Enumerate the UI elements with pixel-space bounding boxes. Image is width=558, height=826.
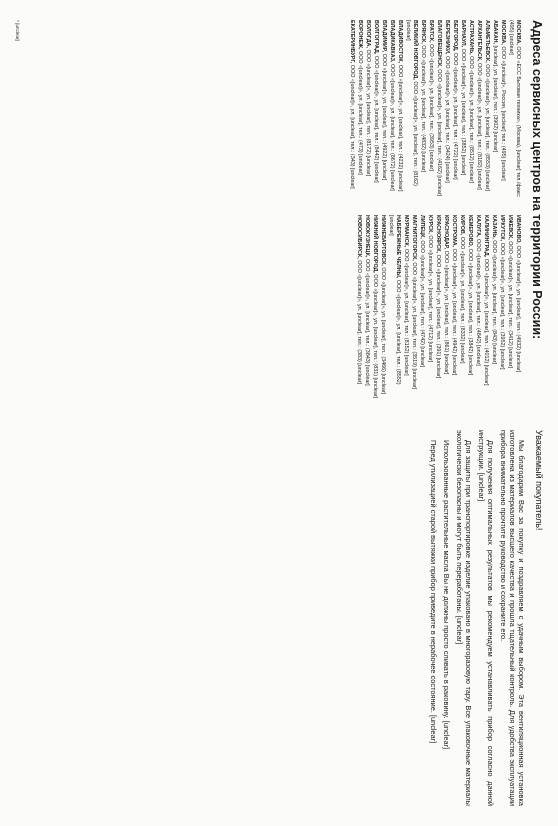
service-center-entry xyxy=(419,20,426,205)
service-center-details: ООО «[unclear]», ул. [unclear], тел.: (3466) [unclear] xyxy=(380,267,386,395)
service-center-details: ООО «[unclear]», ул. [unclear], тел.: (3952) [unclear] xyxy=(499,242,505,370)
service-center-details: ООО «[unclear]», ул. [unclear], тел.: (8512) [unclear] xyxy=(468,56,474,183)
service-centers-column xyxy=(14,20,544,400)
service-center-entry xyxy=(499,20,506,205)
service-center-details: ООО «[unclear]», ул. [unclear], тел.: (8553) [unclear] xyxy=(484,64,490,191)
service-center-details: ООО «[unclear]», ул. [unclear], тел.: (8672) [unclear] xyxy=(389,63,395,191)
service-center-entry xyxy=(443,20,450,205)
service-center-entry xyxy=(458,215,465,400)
service-center-details: ООО «[unclear]», ул. [unclear], тел.: (843) [unclear] xyxy=(491,240,497,364)
service-center-entry xyxy=(459,20,466,205)
service-center-details: ООО «[unclear]», ул. [unclear], тел.: (3412) [unclear] xyxy=(507,241,513,368)
service-center-details: ООО «[unclear]», ул. [unclear], тел.: (3843) [unclear] xyxy=(364,258,370,386)
service-center-entry xyxy=(410,215,417,400)
letter-column xyxy=(14,430,544,806)
service-center-details: ООО «[unclear]», ул. [unclear], тел.: (8182) [unclear] xyxy=(476,63,482,190)
service-center-city: МУРМАНСК, xyxy=(403,215,409,248)
service-center-details: ООО «ЕСС Бытовая техника», (Москва), [unclear] тел./факс: (495) [unclear] xyxy=(508,20,521,198)
service-center-details: ООО «[unclear]», ул. [unclear], тел.: (861) [unclear] xyxy=(443,250,449,375)
service-center-entry xyxy=(506,215,513,400)
service-center-city: БАРНАУЛ, xyxy=(460,20,466,48)
service-center-entry xyxy=(418,215,425,400)
service-center-city: ИРКУТСК, xyxy=(499,215,505,242)
service-centers-title: Адреса сервисных центров на территории России: xyxy=(530,20,544,340)
service-center-city: ВЕЛИКИЙ НОВГОРОД, xyxy=(412,20,418,80)
letter-paragraph: Использованные растительные масла Вы не должны просто сливать в раковину. [unclear] xyxy=(442,440,451,750)
service-center-details: ООО «[unclear]», ул. [unclear], тел.: (3842) [unclear] xyxy=(467,248,473,376)
service-center-entry xyxy=(427,20,434,205)
service-center-details: ООО «[unclear]», ул. [unclear], тел.: (8172) [unclear] xyxy=(365,49,371,177)
service-center-city: ВОРОНЕЖ, xyxy=(357,20,363,50)
service-center-city: БЕЛГОРОД, xyxy=(452,20,458,52)
service-center-details: ООО «[unclear]», ул. [unclear], тел.: (3852) [unclear] xyxy=(460,48,466,176)
service-center-entry xyxy=(474,215,481,400)
letter-paragraph: Мы благодарим Вас за покупку и поздравляем с удачным выбором. Эта вентиляционная установка изготовлена из материалов высшего качества и прошла тщательный контроль. Для удобства эксплуатации прибора внимательно прочтите руководство и сохраните его. xyxy=(499,430,526,806)
service-centers-list xyxy=(348,20,521,400)
service-center-entry xyxy=(402,215,409,400)
footnote: * [unclear] xyxy=(15,20,20,41)
service-center-entry xyxy=(491,20,498,205)
service-center-details: ООО «[unclear]», ул. [unclear], тел.: (4932) [unclear] xyxy=(515,245,521,373)
service-center-entry xyxy=(435,20,442,205)
service-center-entry xyxy=(483,20,490,205)
service-center-city: БРЯНСК, xyxy=(420,20,426,44)
service-center-details: ООО «[unclear]», ул. [unclear], тел.: (4162) [unclear] xyxy=(436,69,442,197)
service-center-city: НОВОСИБИРСК, xyxy=(356,215,362,259)
service-center-entry xyxy=(372,20,379,205)
service-center-details: ООО «[unclear]», ул. [unclear], тел.: (831) [unclear] xyxy=(372,274,378,399)
letter-paragraph: Для получения оптимальных результатов мы рекомендуем устанавливать прибор согласно данной инструкции. [unclear] xyxy=(477,430,495,806)
service-center-city: МОСКВА, xyxy=(515,20,521,45)
service-center-entry xyxy=(451,20,458,205)
service-center-entry xyxy=(450,215,457,400)
service-center-details: ООО «[unclear]», ул. [unclear], тел.: (473) [unclear] xyxy=(357,51,363,175)
service-center-details: ООО «[unclear]», ул. [unclear], тел.: (4842) [unclear] xyxy=(475,239,481,366)
service-center-city: КУРСК, xyxy=(427,215,433,234)
service-center-city: КЕМЕРОВО, xyxy=(467,215,473,248)
service-center-entry xyxy=(348,20,355,205)
service-center-entry xyxy=(387,215,401,400)
service-center-details: ООО «[unclear]», ул. [unclear], тел.: (4722) [unclear] xyxy=(452,52,458,180)
service-center-entry xyxy=(388,20,395,205)
service-center-city: ВЛАДИВОСТОК, xyxy=(397,20,403,64)
service-center-city: АЛЬМЕТЬЕВСК, xyxy=(484,20,490,63)
service-center-city: КАЛИНИНГРАД, xyxy=(483,215,489,258)
service-center-entry xyxy=(426,215,433,400)
service-center-city: ИЖЕВСК, xyxy=(507,215,513,240)
service-center-city: АРХАНГЕЛЬСК, xyxy=(476,20,482,62)
service-center-city: НОВОКУЗНЕЦК, xyxy=(364,215,370,258)
letter-paragraph: Для защиты при транспортировке изделие упаковано в многоразовую тару. Все упаковочные материалы экологически безопасны и могут быть переработаны. [unclear] xyxy=(455,430,473,806)
service-center-details: ООО «[unclear]», ул. [unclear], тел.: (8442) [unclear] xyxy=(373,55,379,183)
service-center-city: АБАКАН, xyxy=(492,20,498,45)
service-center-city: КАЛУГА, xyxy=(475,215,481,238)
service-center-details: ООО «[unclear]», ул. [unclear], тел.: (8332) [unclear] xyxy=(459,236,465,364)
service-center-city: КИРОВ, xyxy=(459,215,465,236)
service-center-entry xyxy=(467,20,474,205)
service-center-city: ВОЛОГДА, xyxy=(365,20,371,48)
service-center-details: ООО «[unclear]», ул. [unclear], тел.: (4832) [unclear] xyxy=(420,45,426,173)
service-center-city: ВЛАДИКАВКАЗ, xyxy=(389,20,395,63)
letter-body xyxy=(429,430,526,806)
service-center-entry xyxy=(482,215,489,400)
service-center-city: КРАСНОДАР, xyxy=(443,215,449,250)
service-center-details: ООО «[unclear]», ул. [unclear], тел.: (391) [unclear] xyxy=(435,254,441,379)
service-center-entry xyxy=(379,215,386,400)
service-center-entry xyxy=(380,20,387,205)
greeting: Уважаемый покупатель! xyxy=(534,430,544,531)
service-center-entry xyxy=(396,20,403,205)
service-center-city: БЕРЕЗНИКИ, xyxy=(444,20,450,55)
service-center-entry xyxy=(507,20,521,205)
service-center-city: КОСТРОМА, xyxy=(451,215,457,248)
service-center-details: ООО «[unclear]», ул. [unclear], тел.: (343) [unclear] xyxy=(349,64,355,189)
service-center-details: [unclear], ул. [unclear], тел.: (3902) [unclear] xyxy=(492,45,498,153)
service-center-entry xyxy=(475,20,482,205)
service-center-city: КРАСНОЯРСК, xyxy=(435,215,441,254)
service-center-entry xyxy=(355,215,362,400)
service-center-details: ООО «[unclear]», ул. [unclear], тел.: (4942) [unclear] xyxy=(451,248,457,376)
service-center-details: ООО «[unclear]», ул. [unclear], тел.: (8152) [unclear] xyxy=(403,248,409,376)
service-center-entry xyxy=(514,215,521,400)
service-center-city: НИЖНЕВАРТОВСК, xyxy=(380,215,386,266)
service-center-details: ООО «[unclear]», Россия, [unclear] тел.: (495) [unclear] xyxy=(500,46,506,181)
service-center-city: БРАТСК, xyxy=(428,20,434,43)
service-center-details: ООО «[unclear]», ул. [unclear], тел.: (3424) [unclear] xyxy=(444,55,450,183)
service-center-details: ООО «[unclear]», ул. [unclear], тел.: (383) [unclear] xyxy=(356,260,362,384)
service-center-city: АСТРАХАНЬ, xyxy=(468,20,474,55)
service-center-city: НАБЕРЕЖНЫЕ ЧЕЛНЫ, xyxy=(395,215,401,279)
service-center-details: ООО «[unclear]», ул. [unclear], тел.: (3953) [unclear] xyxy=(428,44,434,171)
service-center-entry xyxy=(490,215,497,400)
service-center-city: ВЛАДИМИР, xyxy=(381,20,387,53)
service-center-city: КАЗАНЬ, xyxy=(491,215,497,239)
service-center-details: ООО «[unclear]», ул. [unclear], тел.: (4922) [unclear] xyxy=(381,53,387,181)
service-center-details: ООО «[unclear]», ул. [unclear], тел.: (8162) [unclear] xyxy=(405,20,418,186)
service-center-city: МОСКВА, xyxy=(500,20,506,45)
service-center-details: ООО «[unclear]», ул. [unclear], тел.: (4742) [unclear] xyxy=(419,240,425,368)
service-center-entry xyxy=(364,20,371,205)
service-center-entry xyxy=(363,215,370,400)
letter-paragraph: Перед утилизацией старой вытяжки прибор приведите в нерабочее состояние. [unclear] xyxy=(429,440,438,744)
service-center-city: ЛИПЕЦК, xyxy=(419,215,425,239)
service-center-details: ООО «[unclear]», ул. [unclear], тел.: (8552) [unclear] xyxy=(388,215,401,385)
service-center-city: ЕКАТЕРИНБУРГ, xyxy=(349,20,355,64)
service-center-city: БЛАГОВЕЩЕНСК, xyxy=(436,20,442,68)
service-center-entry xyxy=(442,215,449,400)
service-center-city: ВОЛГОГРАД, xyxy=(373,20,379,55)
service-center-details: ООО «[unclear]», ул. [unclear], тел.: (4012) [unclear] xyxy=(483,258,489,386)
service-center-details: ООО «[unclear]», ул. [unclear], тел.: (4232) [unclear] xyxy=(397,64,403,192)
service-center-details: ООО «[unclear]», ул. [unclear], тел.: (3519) [unclear] xyxy=(411,262,417,390)
service-center-entry xyxy=(498,215,505,400)
service-center-entry xyxy=(434,215,441,400)
service-center-entry xyxy=(356,20,363,205)
service-center-city: НИЖНИЙ НОВГОРОД, xyxy=(372,215,378,273)
service-center-details: ООО «[unclear]», ул. [unclear], тел.: (4712) [unclear] xyxy=(427,235,433,363)
service-center-entry xyxy=(404,20,418,205)
service-center-city: ИВАНОВО, xyxy=(515,215,521,244)
service-center-entry xyxy=(371,215,378,400)
service-center-city: МАГНИТОГОРСК, xyxy=(411,215,417,261)
service-center-entry xyxy=(466,215,473,400)
